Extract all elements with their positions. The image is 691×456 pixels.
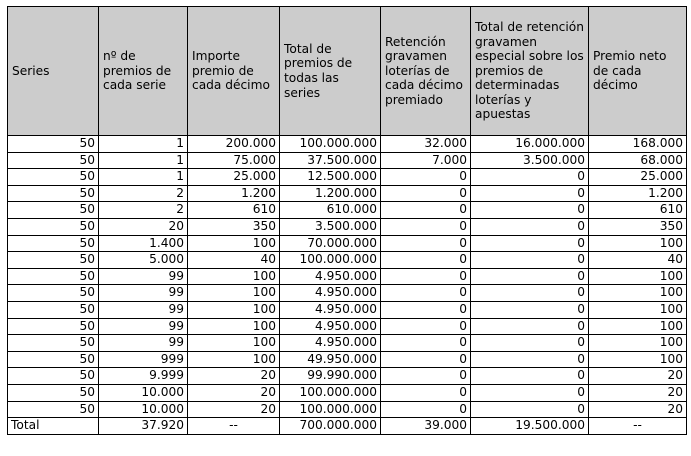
cell-total-withholding: 0 — [471, 401, 589, 418]
cell-prize-amount: 100 — [188, 301, 280, 318]
cell-series: 50 — [8, 218, 99, 235]
total-total-withholding: 19.500.000 — [471, 418, 589, 435]
table-header — [8, 7, 687, 136]
cell-total-withholding: 0 — [471, 218, 589, 235]
cell-total-withholding: 0 — [471, 351, 589, 368]
cell-series: 50 — [8, 169, 99, 186]
cell-net-prize: 40 — [589, 252, 687, 269]
cell-net-prize: 20 — [589, 368, 687, 385]
cell-series: 50 — [8, 185, 99, 202]
cell-total-prizes: 70.000.000 — [280, 235, 381, 252]
table-row — [8, 285, 687, 302]
cell-prizes-per-series: 9.999 — [99, 368, 188, 385]
cell-series: 50 — [8, 368, 99, 385]
total-withholding-per-tenth: 39.000 — [381, 418, 471, 435]
cell-prizes-per-series: 99 — [99, 301, 188, 318]
cell-total-withholding: 0 — [471, 252, 589, 269]
cell-total-withholding: 0 — [471, 235, 589, 252]
cell-withholding-per-tenth: 0 — [381, 335, 471, 352]
cell-withholding-per-tenth: 0 — [381, 235, 471, 252]
cell-total-withholding: 0 — [471, 335, 589, 352]
cell-series: 50 — [8, 318, 99, 335]
cell-series: 50 — [8, 351, 99, 368]
cell-prizes-per-series: 99 — [99, 335, 188, 352]
prize-table — [7, 6, 687, 435]
table-row — [8, 335, 687, 352]
cell-prizes-per-series: 20 — [99, 218, 188, 235]
header-prize-amount: Importe premio de cada décimo — [188, 7, 280, 136]
cell-net-prize: 168.000 — [589, 136, 687, 153]
cell-total-withholding: 0 — [471, 301, 589, 318]
cell-net-prize: 68.000 — [589, 152, 687, 169]
cell-total-prizes: 100.000.000 — [280, 401, 381, 418]
cell-withholding-per-tenth: 0 — [381, 401, 471, 418]
cell-prize-amount: 20 — [188, 401, 280, 418]
cell-series: 50 — [8, 335, 99, 352]
cell-series: 50 — [8, 202, 99, 219]
cell-total-withholding: 0 — [471, 285, 589, 302]
table-row — [8, 384, 687, 401]
cell-withholding-per-tenth: 0 — [381, 301, 471, 318]
prize-table-container — [7, 6, 687, 435]
cell-total-prizes: 4.950.000 — [280, 318, 381, 335]
total-row — [8, 418, 687, 435]
header-net-prize: Premio neto de cada décimo — [589, 7, 687, 136]
cell-prizes-per-series: 10.000 — [99, 401, 188, 418]
table-row — [8, 301, 687, 318]
cell-series: 50 — [8, 384, 99, 401]
cell-prize-amount: 100 — [188, 351, 280, 368]
table-row — [8, 252, 687, 269]
cell-net-prize: 100 — [589, 268, 687, 285]
cell-total-prizes: 4.950.000 — [280, 268, 381, 285]
cell-net-prize: 100 — [589, 285, 687, 302]
cell-series: 50 — [8, 136, 99, 153]
cell-prizes-per-series: 99 — [99, 318, 188, 335]
total-label: Total — [8, 418, 99, 435]
table-row — [8, 202, 687, 219]
cell-withholding-per-tenth: 0 — [381, 368, 471, 385]
table-row — [8, 185, 687, 202]
table-row — [8, 235, 687, 252]
cell-series: 50 — [8, 401, 99, 418]
cell-withholding-per-tenth: 0 — [381, 252, 471, 269]
cell-prizes-per-series: 1 — [99, 136, 188, 153]
cell-total-prizes: 100.000.000 — [280, 384, 381, 401]
table-row — [8, 136, 687, 153]
cell-series: 50 — [8, 268, 99, 285]
cell-total-prizes: 37.500.000 — [280, 152, 381, 169]
cell-total-withholding: 3.500.000 — [471, 152, 589, 169]
table-row — [8, 218, 687, 235]
cell-withholding-per-tenth: 0 — [381, 318, 471, 335]
cell-withholding-per-tenth: 0 — [381, 384, 471, 401]
table-row — [8, 169, 687, 186]
header-withholding-per-tenth: Retención gravamen loterías de cada décimo premiado — [381, 7, 471, 136]
cell-total-prizes: 99.990.000 — [280, 368, 381, 385]
cell-total-prizes: 4.950.000 — [280, 301, 381, 318]
cell-prize-amount: 200.000 — [188, 136, 280, 153]
cell-withholding-per-tenth: 32.000 — [381, 136, 471, 153]
cell-net-prize: 350 — [589, 218, 687, 235]
cell-prizes-per-series: 99 — [99, 268, 188, 285]
cell-net-prize: 610 — [589, 202, 687, 219]
cell-net-prize: 100 — [589, 318, 687, 335]
cell-total-withholding: 16.000.000 — [471, 136, 589, 153]
cell-prize-amount: 100 — [188, 235, 280, 252]
cell-total-withholding: 0 — [471, 202, 589, 219]
cell-net-prize: 1.200 — [589, 185, 687, 202]
cell-prize-amount: 40 — [188, 252, 280, 269]
table-row — [8, 152, 687, 169]
cell-withholding-per-tenth: 0 — [381, 185, 471, 202]
cell-prize-amount: 1.200 — [188, 185, 280, 202]
cell-total-prizes: 100.000.000 — [280, 252, 381, 269]
cell-prizes-per-series: 2 — [99, 202, 188, 219]
cell-series: 50 — [8, 301, 99, 318]
cell-net-prize: 20 — [589, 384, 687, 401]
cell-withholding-per-tenth: 0 — [381, 285, 471, 302]
header-total-withholding: Total de retención gravamen especial sobre los premios de determinadas loterías y apuestas — [471, 7, 589, 136]
cell-prize-amount: 350 — [188, 218, 280, 235]
cell-net-prize: 20 — [589, 401, 687, 418]
cell-series: 50 — [8, 235, 99, 252]
cell-total-withholding: 0 — [471, 268, 589, 285]
cell-total-withholding: 0 — [471, 318, 589, 335]
table-row — [8, 268, 687, 285]
cell-prizes-per-series: 999 — [99, 351, 188, 368]
cell-prize-amount: 610 — [188, 202, 280, 219]
cell-prizes-per-series: 1 — [99, 169, 188, 186]
cell-prize-amount: 20 — [188, 384, 280, 401]
cell-withholding-per-tenth: 0 — [381, 268, 471, 285]
cell-prizes-per-series: 1.400 — [99, 235, 188, 252]
total-prize-amount: -- — [188, 418, 280, 435]
cell-prize-amount: 75.000 — [188, 152, 280, 169]
cell-total-prizes: 100.000.000 — [280, 136, 381, 153]
cell-prizes-per-series: 1 — [99, 152, 188, 169]
cell-total-prizes: 12.500.000 — [280, 169, 381, 186]
cell-withholding-per-tenth: 0 — [381, 218, 471, 235]
table-row — [8, 318, 687, 335]
cell-net-prize: 100 — [589, 335, 687, 352]
cell-prizes-per-series: 5.000 — [99, 252, 188, 269]
header-row — [8, 7, 687, 136]
cell-total-prizes: 49.950.000 — [280, 351, 381, 368]
total-prizes-per-series: 37.920 — [99, 418, 188, 435]
cell-withholding-per-tenth: 0 — [381, 169, 471, 186]
cell-total-prizes: 4.950.000 — [280, 335, 381, 352]
table-body — [8, 136, 687, 435]
cell-net-prize: 100 — [589, 235, 687, 252]
total-net-prize: -- — [589, 418, 687, 435]
cell-net-prize: 25.000 — [589, 169, 687, 186]
cell-series: 50 — [8, 285, 99, 302]
header-total-prizes: Total de premios de todas las series — [280, 7, 381, 136]
cell-withholding-per-tenth: 0 — [381, 351, 471, 368]
cell-total-withholding: 0 — [471, 384, 589, 401]
cell-prize-amount: 100 — [188, 318, 280, 335]
cell-series: 50 — [8, 252, 99, 269]
cell-prizes-per-series: 99 — [99, 285, 188, 302]
header-series: Series — [8, 7, 99, 136]
cell-total-prizes: 3.500.000 — [280, 218, 381, 235]
table-row — [8, 401, 687, 418]
cell-total-withholding: 0 — [471, 368, 589, 385]
cell-prizes-per-series: 2 — [99, 185, 188, 202]
table-row — [8, 368, 687, 385]
cell-series: 50 — [8, 152, 99, 169]
cell-total-withholding: 0 — [471, 185, 589, 202]
header-prizes-per-series: nº de premios de cada serie — [99, 7, 188, 136]
cell-total-prizes: 1.200.000 — [280, 185, 381, 202]
cell-prize-amount: 100 — [188, 335, 280, 352]
cell-prize-amount: 100 — [188, 268, 280, 285]
cell-total-prizes: 4.950.000 — [280, 285, 381, 302]
cell-net-prize: 100 — [589, 301, 687, 318]
table-row — [8, 351, 687, 368]
cell-prize-amount: 20 — [188, 368, 280, 385]
cell-prize-amount: 25.000 — [188, 169, 280, 186]
cell-withholding-per-tenth: 0 — [381, 202, 471, 219]
cell-total-prizes: 610.000 — [280, 202, 381, 219]
cell-withholding-per-tenth: 7.000 — [381, 152, 471, 169]
cell-prize-amount: 100 — [188, 285, 280, 302]
total-total-prizes: 700.000.000 — [280, 418, 381, 435]
cell-total-withholding: 0 — [471, 169, 589, 186]
cell-prizes-per-series: 10.000 — [99, 384, 188, 401]
cell-net-prize: 100 — [589, 351, 687, 368]
